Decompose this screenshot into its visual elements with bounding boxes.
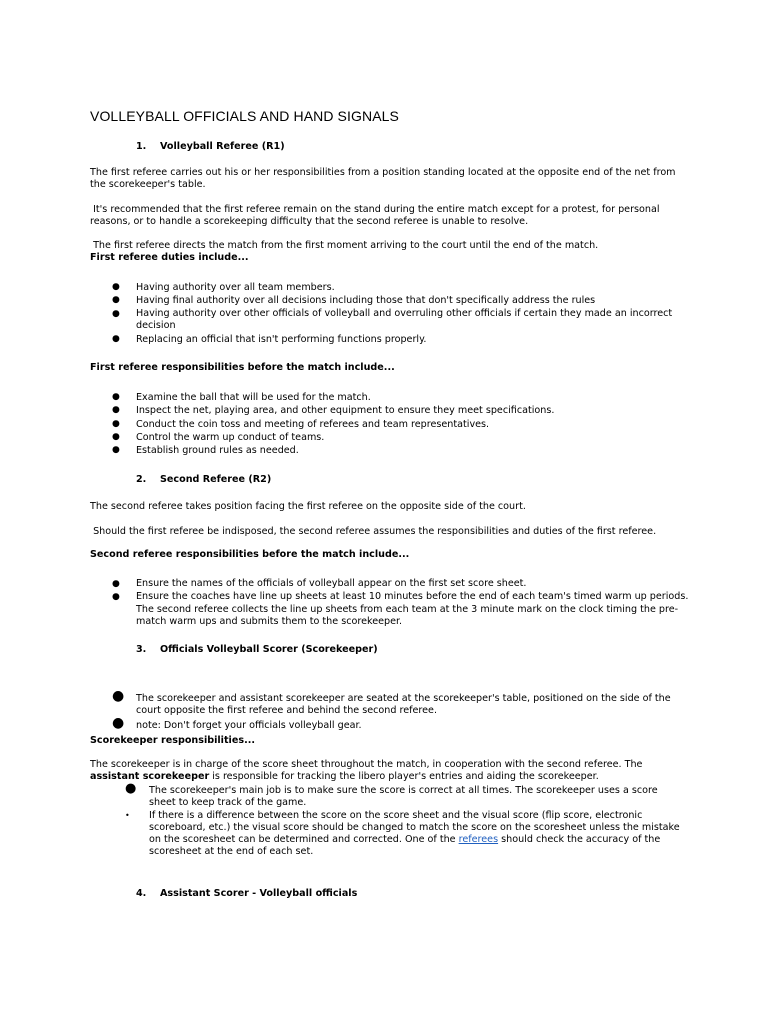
list-item: ● Having final authority over all decisions including those that don't specifically address the rules [112, 295, 596, 307]
list-item: • If there is a difference between the score on the score sheet and the visual score (flip score, electronic scoreboard, etc.) the visual score should be changed to match the score on the scoresheet unless the mistake on the scoresheet can be determined and corrected. One of the referees should check the accuracy of the scoresheet at the end of each set. [125, 810, 680, 858]
section-1-heading [136, 141, 285, 152]
second-referee-before-match-heading: Second referee responsibilities before the match include... [90, 549, 410, 560]
bullet-dot-icon: ● [112, 405, 120, 416]
bullet-dot-icon: ● [112, 688, 125, 704]
list-item: ● The scorekeeper's main job is to make sure the score is correct at all times. The scorekeeper uses a score sheet to keep track of the game. [125, 781, 658, 809]
list-item: ● Conduct the coin toss and meeting of referees and team representatives. [112, 418, 490, 430]
bullet-dot-icon: ● [125, 781, 137, 796]
first-referee-duties-heading: First referee duties include... [90, 252, 249, 263]
bullet-dot-icon: ● [112, 334, 120, 345]
list-item: ● Control the warm up conduct of teams. [112, 431, 325, 443]
section-2-number: 2. [136, 474, 147, 485]
list-item: ● Having authority over other officials of volleyball and overruling other officials if certain they made an incorrect decision [112, 307, 673, 331]
second-referee-before-match-list [112, 578, 696, 629]
section-1-paragraph-3: The first referee directs the match from the first moment arriving to the court until the end of the match. [90, 240, 599, 251]
section-4-heading [136, 888, 357, 899]
bullet-dot-icon: ● [112, 295, 120, 306]
section-2-paragraph-1: The second referee takes position facing the first referee on the opposite side of the court. [90, 501, 526, 512]
section-1-paragraph-2: It's recommended that the first referee remain on the stand during the entire match except for a protest, for personal reasons, or to handle a scorekeeping difficulty that the second referee is unable to resolve. [90, 204, 663, 228]
first-referee-before-match-heading: First referee responsibilities before the match include... [90, 362, 395, 373]
bullet-dot-icon: ● [112, 392, 120, 402]
list-item: ● The scorekeeper and assistant scorekeeper are seated at the scorekeeper's table, positioned on the side of the court opposite the first referee and behind the second referee. [112, 688, 671, 717]
list-item: ● Having authority over all team members. [112, 282, 335, 293]
bullet-dot-icon: ● [112, 308, 120, 319]
section-4-title: Assistant Scorer - Volleyball officials [160, 888, 358, 899]
section-2-heading [136, 474, 271, 485]
section-3-heading [136, 644, 378, 655]
section-3-number: 3. [136, 644, 147, 655]
list-item: ● Replacing an official that isn't performing functions properly. [112, 334, 427, 346]
section-1-number: 1. [136, 141, 147, 152]
list-item: ● Ensure the names of the officials of volleyball appear on the first set score sheet. [112, 578, 527, 589]
section-4-number: 4. [136, 888, 147, 899]
section-3-title: Officials Volleyball Scorer (Scorekeeper) [160, 644, 378, 655]
section-1-paragraph-1: The first referee carries out his or her responsibilities from a position standing located at the opposite end of the net from the scorekeeper's table. [90, 167, 676, 191]
bullet-dot-icon: ● [112, 714, 125, 731]
bullet-dot-icon: ● [112, 592, 120, 603]
scorekeeper-duties-list [125, 781, 684, 859]
document-title: VOLLEYBALL OFFICIALS AND HAND SIGNALS [90, 108, 399, 124]
scorekeeper-responsibilities-heading: Scorekeeper responsibilities... [90, 735, 256, 746]
list-item: ● Inspect the net, playing area, and other equipment to ensure they meet specifications. [112, 405, 555, 417]
bullet-dot-icon: ● [112, 282, 120, 292]
bullet-dot-icon: ● [112, 579, 120, 589]
section-3-paragraph-1: The scorekeeper is in charge of the score sheet throughout the match, in cooperation with the second referee. The assistant scorekeeper is responsible for tracking the libero player's entries and aiding the scorekeeper. [90, 759, 643, 783]
bullet-dot-icon: • [125, 811, 130, 821]
section-2-paragraph-2: Should the first referee be indisposed, the second referee assumes the responsibilities and duties of the first referee. [90, 526, 657, 537]
referees-link[interactable]: referees [458, 834, 499, 846]
first-referee-duties-list [112, 281, 696, 346]
list-item: ● Establish ground rules as needed. [112, 445, 299, 457]
first-referee-before-match-list [112, 391, 696, 457]
scorekeeper-seating-list [112, 688, 696, 734]
section-1-title: Volleyball Referee (R1) [160, 141, 285, 152]
section-2-title: Second Referee (R2) [160, 474, 272, 485]
bullet-dot-icon: ● [112, 418, 120, 429]
list-item: ● Ensure the coaches have line up sheets at least 10 minutes before the end of each team's timed warm up periods. The second referee collects the line up sheets from each team at the 3 minute mark on the clock timing the pre-match warm ups and submits them to the scorekeeper. [112, 591, 689, 628]
list-item: ● Examine the ball that will be used for the match. [112, 392, 371, 403]
list-item: ● note: Don't forget your officials volleyball gear. [112, 714, 362, 731]
bullet-dot-icon: ● [112, 445, 120, 456]
bullet-dot-icon: ● [112, 431, 120, 442]
